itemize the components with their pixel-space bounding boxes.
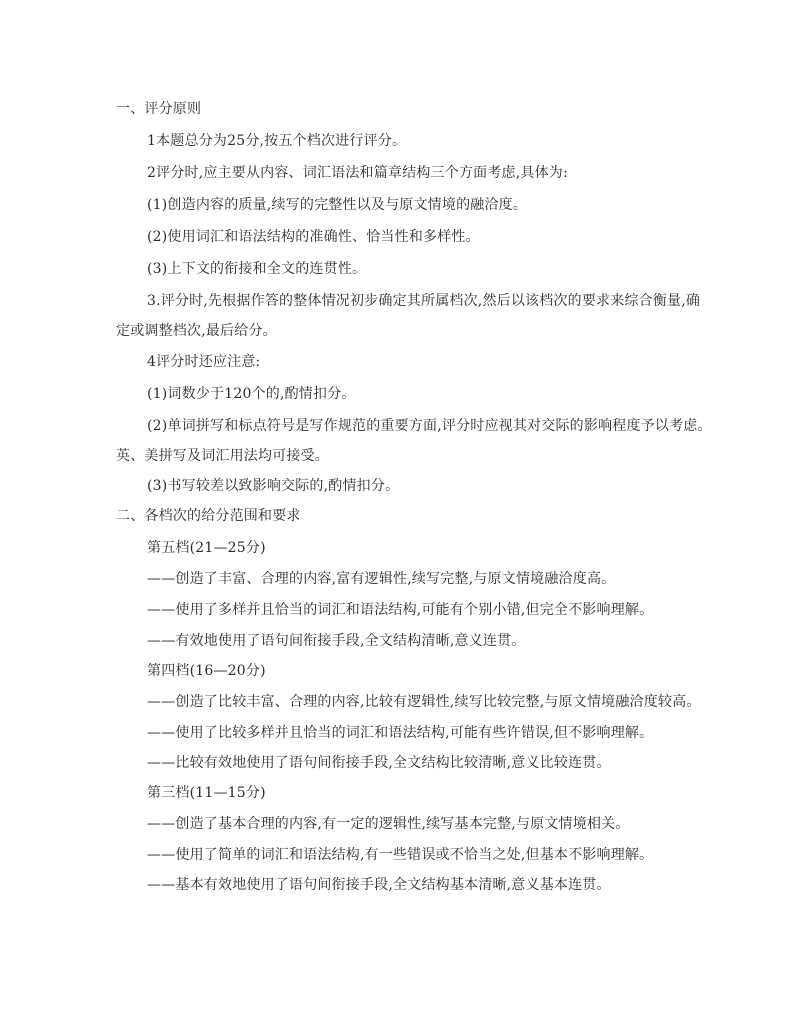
principle-3-line-2: 定或调整档次,最后给分。 [116, 323, 277, 339]
tier-4-title: 第四档(16—20分) [147, 663, 266, 679]
tier-5-item-2: ——使用了多样并且恰当的词汇和语法结构,可能有个别小错,但完全不影响理解。 [147, 602, 654, 618]
principle-4: 4评分时还应注意: [147, 354, 261, 370]
principle-4-item-3: (3)书写较差以致影响交际的,酌情扣分。 [147, 478, 400, 494]
principle-4-item-1: (1)词数少于120个的,酌情扣分。 [147, 386, 356, 402]
principle-2: 2评分时,应主要从内容、词汇语法和篇章结构三个方面考虑,具体为: [147, 165, 568, 181]
tier-5-item-3: ——有效地使用了语句间衔接手段,全文结构清晰,意义连贯。 [147, 633, 526, 649]
tier-4-item-2: ——使用了比较多样并且恰当的词汇和语法结构,可能有些许错误,但不影响理解。 [147, 725, 654, 741]
section-heading-principles: 一、评分原则 [116, 101, 202, 117]
tier-3-item-1: ——创造了基本合理的内容,有一定的逻辑性,续写基本完整,与原文情境相关。 [147, 816, 630, 832]
tier-4-item-3: ——比较有效地使用了语句间衔接手段,全文结构比较清晰,意义比较连贯。 [147, 755, 611, 771]
principle-2-item-2: (2)使用词汇和语法结构的准确性、恰当性和多样性。 [147, 229, 480, 245]
principle-3-line-1: 3.评分时,先根据作答的整体情况初步确定其所属档次,然后以该档次的要求来综合衡量,确 [147, 293, 701, 309]
principle-2-item-1: (1)创造内容的质量,续写的完整性以及与原文情境的融洽度。 [147, 197, 528, 213]
principle-2-item-3: (3)上下文的衔接和全文的连贯性。 [147, 261, 367, 277]
tier-5-title: 第五档(21—25分) [147, 540, 266, 556]
principle-4-item-2-cont: 英、美拼写及词汇用法均可接受。 [116, 448, 329, 464]
tier-4-item-1: ——创造了比较丰富、合理的内容,比较有逻辑性,续写比较完整,与原文情境融洽度较高。 [147, 694, 701, 710]
tier-5-item-1: ——创造了丰富、合理的内容,富有逻辑性,续写完整,与原文情境融洽度高。 [147, 571, 616, 587]
tier-3-item-2: ——使用了简单的词汇和语法结构,有一些错误或不恰当之处,但基本不影响理解。 [147, 847, 654, 863]
principle-1: 1本题总分为25分,按五个档次进行评分。 [147, 133, 407, 149]
principle-4-item-2: (2)单词拼写和标点符号是写作规范的重要方面,评分时应视其对交际的影响程度予以考虑。 [147, 418, 712, 434]
section-heading-tiers: 二、各档次的给分范围和要求 [116, 508, 301, 524]
tier-3-item-3: ——基本有效地使用了语句间衔接手段,全文结构基本清晰,意义基本连贯。 [147, 877, 611, 893]
tier-3-title: 第三档(11—15分) [147, 785, 266, 801]
